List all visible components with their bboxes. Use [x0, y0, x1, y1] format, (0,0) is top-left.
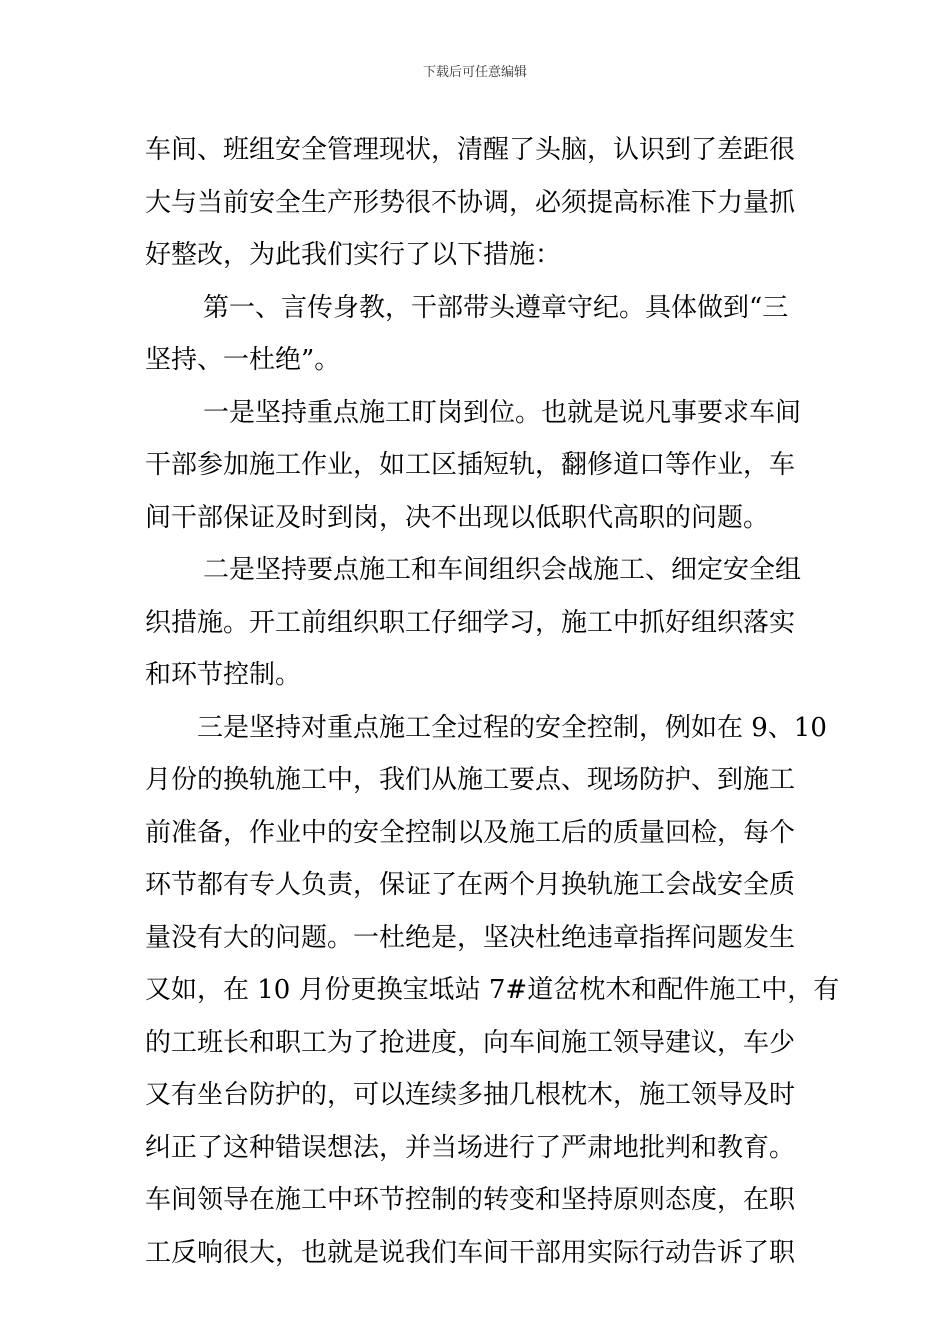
text-line: 好整改，为此我们实行了以下措施：: [145, 240, 562, 270]
paragraph-first-line: 一是坚持重点施工盯岗到位。也就是说凡事要求车间: [203, 397, 802, 428]
paragraph-first-line: 二是坚持要点施工和车间组织会战施工、细定安全组: [203, 555, 802, 585]
text-line: 又有坐台防护的，可以连续多抽几根枕木，施工领导及时: [145, 1080, 796, 1110]
text-line: 间干部保证及时到岗，决不出现以低职代高职的问题。: [145, 502, 770, 533]
text-line: 坚持、一杜绝”。: [145, 345, 341, 375]
page-header: 下载后可任意编辑: [422, 65, 527, 80]
text-line: 环节都有专人负责，保证了在两个月换轨施工会战安全质: [145, 870, 796, 900]
text-line: 干部参加施工作业，如工区插短轨，翻修道口等作业，车: [145, 450, 796, 480]
text-line: 量没有大的问题。一杜绝是，坚决杜绝违章指挥问题发生: [145, 922, 796, 953]
text-line: 纠正了这种错误想法，并当场进行了严肃地批判和教育。: [145, 1132, 796, 1163]
text-line: 车间、班组安全管理现状，清醒了头脑，认识到了差距很: [145, 135, 796, 165]
paragraph-first-line: 第一、言传身教，干部带头遵章守纪。具体做到“三: [203, 292, 789, 323]
text-line: 月份的换轨施工中，我们从施工要点、现场防护、到施工: [145, 765, 796, 795]
text-line: 和环节控制。: [145, 660, 302, 690]
text-line: 车间领导在施工中环节控制的转变和坚持原则态度，在职: [145, 1185, 796, 1215]
paragraph-first-line: 三是坚持对重点施工全过程的安全控制，例如在 9、10: [197, 712, 827, 743]
text-line: 织措施。开工前组织职工仔细学习，施工中抓好组织落实: [145, 607, 796, 638]
text-line: 工反响很大，也就是说我们车间干部用实际行动告诉了职: [145, 1237, 796, 1268]
text-line: 又如，在 10 月份更换宝坻站 7#道岔枕木和配件施工中，有: [145, 975, 840, 1005]
text-line: 的工班长和职工为了抢进度，向车间施工领导建议，车少: [145, 1027, 796, 1058]
text-line: 前准备，作业中的安全控制以及施工后的质量回检，每个: [145, 817, 796, 848]
text-line: 大与当前安全生产形势很不协调，必须提高标准下力量抓: [145, 187, 796, 218]
document-body: [145, 124, 840, 1279]
